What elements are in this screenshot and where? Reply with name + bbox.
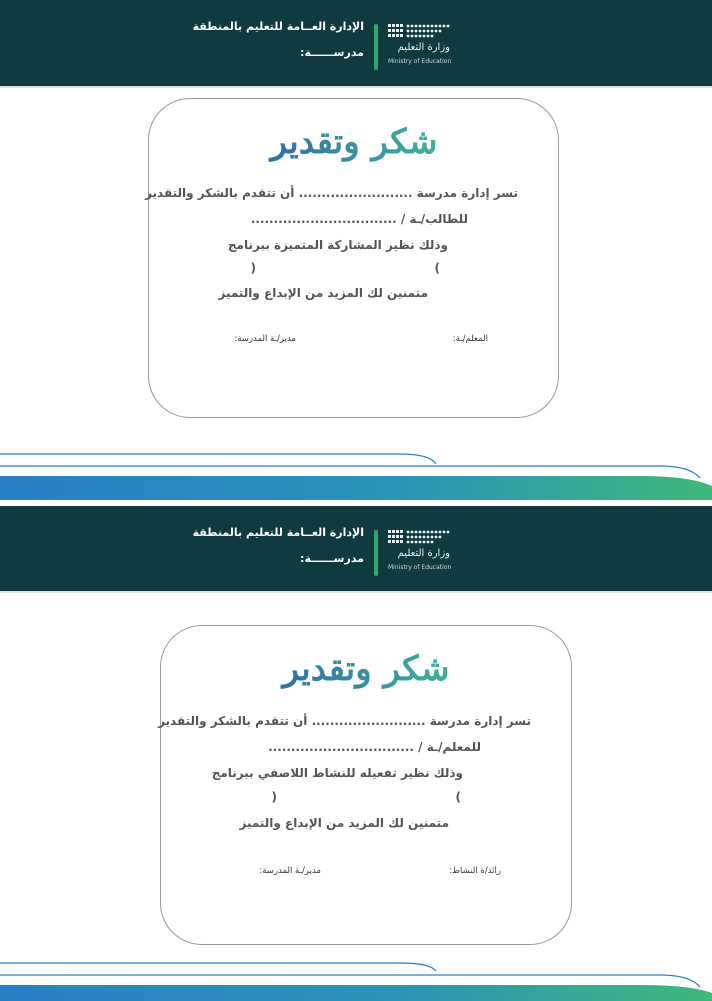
certificate-frame	[160, 625, 572, 945]
body-line-recipient: للمعلم/ـة / ................................	[268, 740, 481, 754]
header-department: الإدارة العــامة للتعليم بالمنطقة	[192, 20, 364, 33]
ministry-name-ar: وزارة التعليم	[397, 548, 450, 559]
header-department: الإدارة العــامة للتعليم بالمنطقة	[192, 526, 364, 539]
signature-principal: مدير/ـة المدرسة:	[234, 334, 296, 344]
signature-teacher: المعلم/ـة:	[452, 334, 488, 344]
header-bar	[0, 506, 712, 593]
body-line-wish: متمنين لك المزيد من الإبداع والتميز	[218, 286, 428, 300]
ministry-logo	[388, 528, 458, 578]
program-paren-close: (	[250, 261, 256, 275]
ministry-dots-logo-icon	[388, 528, 450, 544]
certificate-title	[282, 634, 450, 698]
body-line-recipient: للطالب/ـة / ................................	[250, 212, 468, 226]
ministry-logo	[388, 22, 458, 72]
header-school: مدرســــــة:	[300, 552, 364, 565]
ministry-name-en: Ministry of Education	[388, 58, 452, 65]
header-divider	[374, 24, 378, 70]
signature-principal: مدير/ـة المدرسة:	[259, 866, 321, 876]
header-divider	[374, 530, 378, 576]
certificate-title	[270, 107, 438, 171]
footer-wave-decoration	[0, 440, 712, 500]
body-line-reason: وذلك نظير المشاركة المتميزة ببرنامج	[227, 238, 448, 252]
ministry-dots-logo-icon	[388, 22, 450, 38]
certificate-title-text: شكر وتقدير	[270, 122, 438, 162]
certificate-teacher	[0, 501, 712, 1000]
certificate-frame	[145, 98, 559, 418]
body-line-wish: متمنين لك المزيد من الإبداع والتميز	[239, 816, 449, 830]
header-bar	[0, 0, 712, 88]
footer-wave-decoration	[0, 941, 712, 1001]
header-school: مدرســــــة:	[300, 46, 364, 59]
ministry-name-en: Ministry of Education	[388, 564, 452, 571]
certificate-student	[0, 0, 712, 499]
signature-activity-leader: رائد/ة النشاط:	[449, 866, 501, 876]
program-paren-close: (	[271, 790, 277, 804]
program-paren-open: )	[455, 790, 461, 804]
program-paren-open: )	[434, 261, 440, 275]
body-line-1: تسر إدارة مدرسة ......................... أن تتقدم بالشكر والتقدير	[145, 186, 518, 200]
body-line-reason: وذلك نظير تفعيله للنشاط اللاصفي ببرنامج	[211, 766, 463, 780]
body-line-1: تسر إدارة مدرسة ......................... أن تتقدم بالشكر والتقدير	[158, 714, 531, 728]
ministry-name-ar: وزارة التعليم	[397, 42, 450, 53]
certificate-title-text: شكر وتقدير	[282, 649, 450, 689]
